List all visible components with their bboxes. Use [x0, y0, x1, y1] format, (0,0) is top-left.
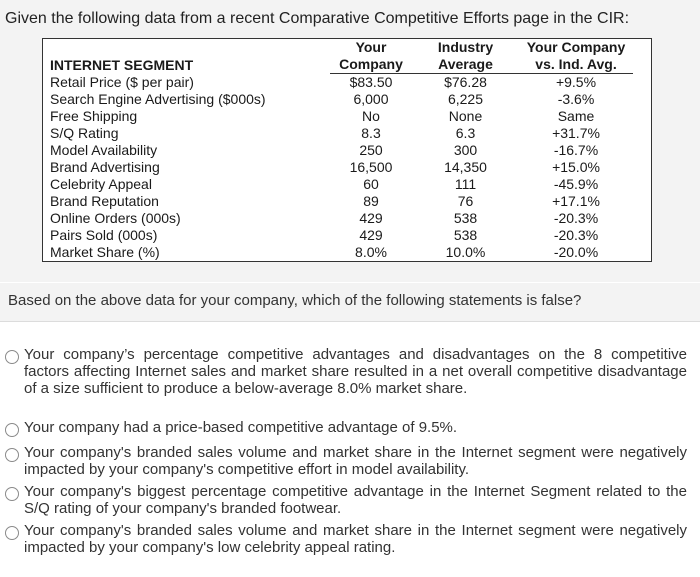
- row-label: Free Shipping: [50, 108, 138, 124]
- row-vs-value: -3.6%: [557, 91, 595, 107]
- table-row: [50, 74, 633, 91]
- row-your-value: No: [362, 108, 380, 124]
- header-your-line2: Company: [330, 56, 412, 74]
- row-vs-value: +17.1%: [552, 193, 600, 209]
- header-vs-line2: vs. Ind. Avg.: [519, 56, 633, 74]
- table-row: [50, 142, 633, 159]
- table-row: [50, 227, 633, 244]
- row-vs-value: Same: [557, 108, 595, 124]
- row-label: Brand Advertising: [50, 159, 160, 175]
- row-vs-value: -16.7%: [553, 142, 599, 158]
- header-ind-line1: Industry: [437, 39, 494, 55]
- header-your-line1: Your: [355, 39, 387, 55]
- row-industry-value: 76: [457, 193, 474, 209]
- row-your-value: 429: [359, 227, 383, 243]
- option-text[interactable]: Your company’s percentage competitive advantages and disadvantages on the 8 competitive factors affecting Internet sales and market share resulted in a net overall competitive disadvantage of a size sufficient to produce a below-average 8.0% market share.: [24, 346, 687, 397]
- header-vs-line1: Your Company: [526, 39, 626, 55]
- radio-button[interactable]: [5, 487, 19, 501]
- table-row: [50, 244, 633, 261]
- table-row: [50, 159, 633, 176]
- question-prompt: Based on the above data for your company, which of the following statements is false?: [8, 292, 582, 309]
- row-label: Market Share (%): [50, 244, 160, 260]
- row-vs-value: -20.3%: [553, 227, 599, 243]
- header-your-company: [330, 39, 412, 74]
- header-vs-industry: [519, 39, 633, 74]
- row-label: Celebrity Appeal: [50, 176, 152, 192]
- row-industry-value: 6,225: [447, 91, 484, 107]
- row-industry-value: $76.28: [444, 74, 487, 90]
- row-industry-value: 14,350: [444, 159, 487, 175]
- radio-button[interactable]: [5, 423, 19, 437]
- row-industry-value: 300: [453, 142, 478, 158]
- option-text[interactable]: Your company's biggest percentage competitive advantage in the Internet Segment related to the S/Q rating of your company's branded footwear.: [24, 483, 687, 517]
- row-industry-value: 6.3: [455, 125, 476, 141]
- row-your-value: 6,000: [353, 91, 389, 107]
- row-vs-value: -20.3%: [553, 210, 599, 226]
- row-label: Pairs Sold (000s): [50, 227, 158, 243]
- row-label: Brand Reputation: [50, 193, 159, 209]
- radio-button[interactable]: [5, 448, 19, 462]
- row-your-value: 8.0%: [355, 244, 387, 260]
- row-vs-value: -45.9%: [553, 176, 599, 192]
- row-your-value: 250: [359, 142, 383, 158]
- option-text[interactable]: Your company had a price-based competitive advantage of 9.5%.: [24, 419, 458, 436]
- table-row: [50, 108, 633, 125]
- row-industry-value: 538: [453, 210, 478, 226]
- row-label: Retail Price ($ per pair): [50, 74, 194, 90]
- table-row: [50, 91, 633, 108]
- table-row: [50, 176, 633, 193]
- row-your-value: 429: [359, 210, 383, 226]
- row-your-value: 16,500: [349, 159, 393, 175]
- row-your-value: $83.50: [349, 74, 393, 90]
- header-ind-line2: Average: [412, 56, 519, 74]
- header-industry-average: [412, 39, 519, 74]
- row-your-value: 60: [363, 176, 379, 192]
- table-row: [50, 193, 633, 210]
- row-vs-value: +9.5%: [555, 74, 597, 90]
- row-industry-value: 10.0%: [445, 244, 486, 260]
- row-vs-value: +31.7%: [552, 125, 600, 141]
- header-internet-segment: INTERNET SEGMENT: [50, 57, 194, 73]
- option-text[interactable]: Your company's branded sales volume and market share in the Internet segment were negatively impacted by your company's competitive effort in model availability.: [24, 444, 687, 478]
- row-label: Search Engine Advertising ($000s): [50, 91, 266, 107]
- row-your-value: 89: [363, 193, 379, 209]
- row-industry-value: 111: [454, 176, 477, 192]
- row-label: Online Orders (000s): [50, 210, 181, 226]
- table-header-row: [50, 39, 633, 74]
- row-industry-value: None: [448, 108, 483, 124]
- row-vs-value: -20.0%: [553, 244, 599, 260]
- radio-button[interactable]: [5, 526, 19, 540]
- row-vs-value: +15.0%: [552, 159, 600, 175]
- table-row: [50, 210, 633, 227]
- cir-data-table: [42, 38, 652, 262]
- question-intro: Given the following data from a recent Comparative Competitive Efforts page in the CIR:: [5, 10, 630, 27]
- row-your-value: 8.3: [361, 125, 381, 141]
- row-label: Model Availability: [50, 142, 158, 158]
- option-text[interactable]: Your company's branded sales volume and market share in the Internet segment were negatively impacted by your company's low celebrity appeal rating.: [24, 522, 687, 556]
- table-row: [50, 125, 633, 142]
- row-label: S/Q Rating: [50, 125, 119, 141]
- cir-table: [50, 39, 633, 261]
- radio-button[interactable]: [5, 350, 19, 364]
- row-industry-value: 538: [453, 227, 478, 243]
